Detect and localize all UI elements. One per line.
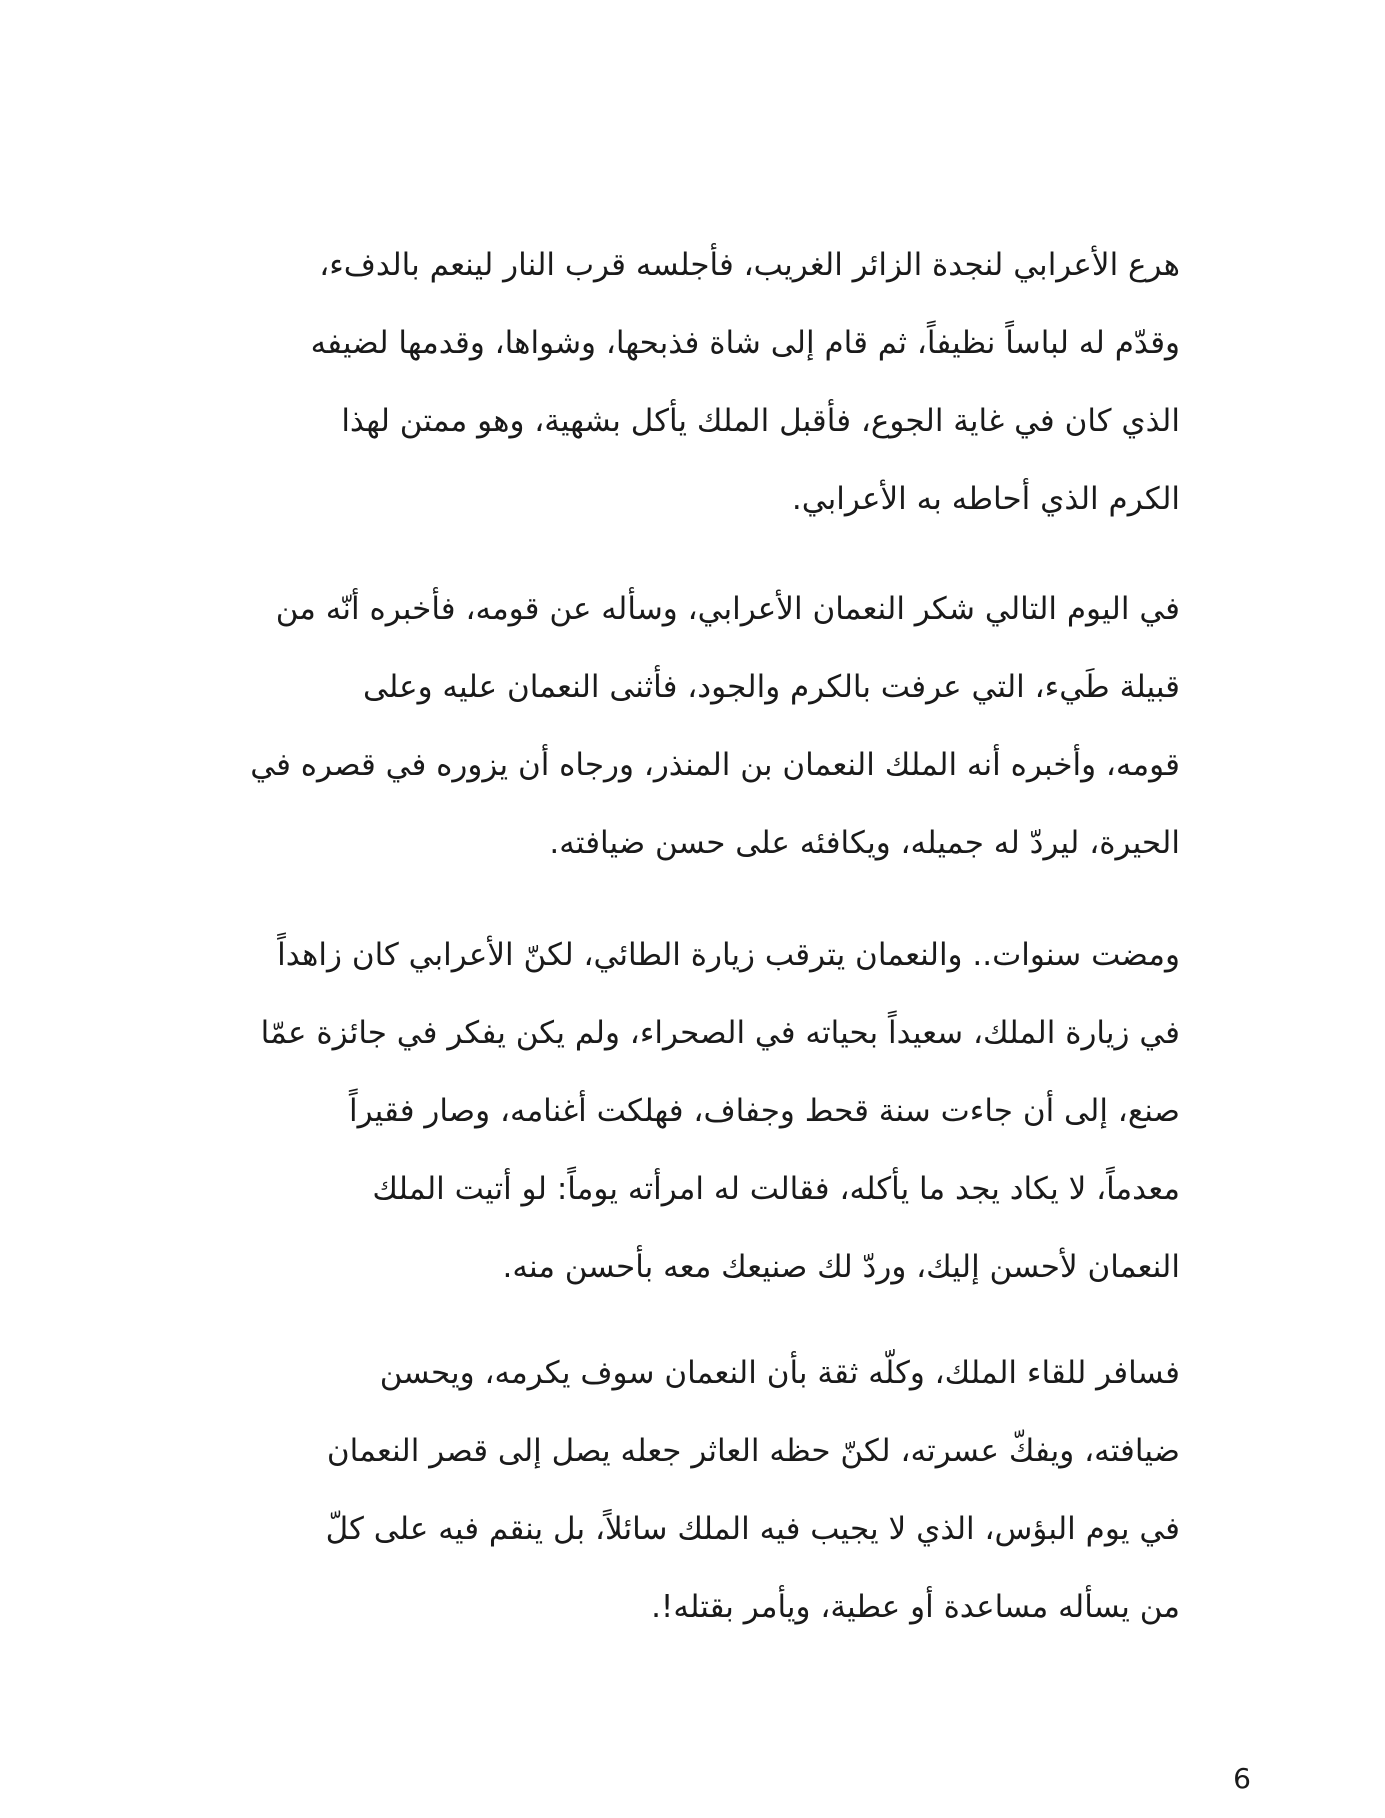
paragraph-line: في اليوم التالي شكر النعمان الأعرابي، وسأله عن قومه، فأخبره أنّه من: [275, 591, 1180, 627]
paragraph-line: فسافر للقاء الملك، وكلّه ثقة بأن النعمان سوف يكرمه، ويحسن: [379, 1355, 1180, 1391]
paragraph-line: الحيرة، ليردّ له جميله، ويكافئه على حسن ضيافته.: [549, 825, 1180, 861]
paragraph-line: في زيارة الملك، سعيداً بحياته في الصحراء، ولم يكن يفكر في جائزة عمّا: [260, 1015, 1180, 1051]
paragraph-line: معدماً، لا يكاد يجد ما يأكله، فقالت له امرأته يوماً: لو أتيت الملك: [372, 1171, 1180, 1207]
paragraph-line: الذي كان في غاية الجوع، فأقبل الملك يأكل بشهية، وهو ممتن لهذا: [341, 403, 1180, 439]
paragraph-line: قومه، وأخبره أنه الملك النعمان بن المنذر، ورجاه أن يزوره في قصره في: [250, 747, 1180, 783]
paragraph-1: [310, 226, 1180, 538]
paragraph-line: من يسأله مساعدة أو عطية، ويأمر بقتله!.: [651, 1589, 1180, 1625]
paragraph-line: هرع الأعرابي لنجدة الزائر الغريب، فأجلسه قرب النار لينعم بالدفء،: [319, 247, 1180, 283]
paragraph-4: [316, 1334, 1180, 1646]
paragraph-2: [250, 570, 1180, 882]
paragraph-line: وقدّم له لباساً نظيفاً، ثم قام إلى شاة فذبحها، وشواها، وقدمها لضيفه: [310, 325, 1180, 361]
paragraph-line: صنع، إلى أن جاءت سنة قحط وجفاف، فهلكت أغنامه، وصار فقيراً: [348, 1093, 1180, 1129]
page-number: 6: [1233, 1762, 1251, 1795]
paragraph-line: قبيلة طَيء، التي عرفت بالكرم والجود، فأثنى النعمان عليه وعلى: [363, 669, 1180, 705]
paragraph-line: الكرم الذي أحاطه به الأعرابي.: [791, 481, 1180, 517]
paragraph-line: في يوم البؤس، الذي لا يجيب فيه الملك سائلاً، بل ينقم فيه على كلّ: [325, 1511, 1180, 1547]
paragraph-line: النعمان لأحسن إليك، وردّ لك صنيعك معه بأحسن منه.: [502, 1249, 1180, 1285]
paragraph-line: ومضت سنوات.. والنعمان يترقب زيارة الطائي، لكنّ الأعرابي كان زاهداً: [277, 937, 1180, 973]
paragraph-line: ضيافته، ويفكّ عسرته، لكنّ حظه العاثر جعله يصل إلى قصر النعمان: [326, 1433, 1180, 1469]
paragraph-3: [260, 916, 1180, 1306]
